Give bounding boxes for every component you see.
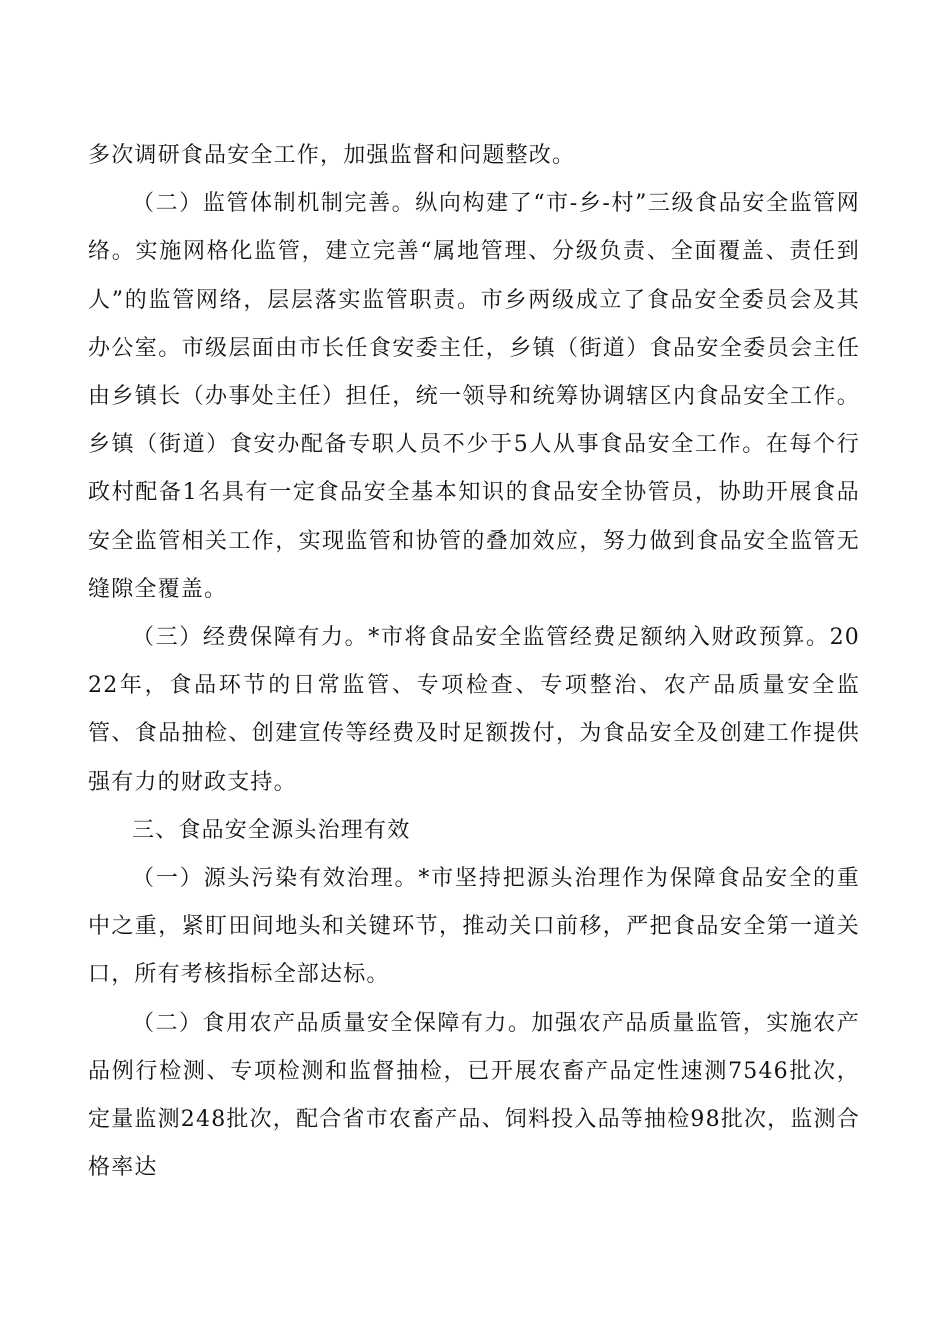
paragraph-continuation: 多次调研食品安全工作，加强监督和问题整改。 [88, 143, 576, 168]
paragraph-funding-guarantee: （三）经费保障有力。*市将食品安全监管经费足额纳入财政预算。2022年，食品环节的日常监管、专项检查、专项整治、农产品质量安全监管、食品抽检、创建宣传等经费及时足额拨付，为食品安全及创建工作提供强有力的财政支持。 [88, 625, 860, 795]
document-body [88, 132, 860, 1192]
section-heading-source-governance: 三、食品安全源头治理有效 [132, 817, 411, 843]
paragraph-pollution-control: （一）源头污染有效治理。*市坚持把源头治理作为保障食品安全的重中之重，紧盯田间地头和关键环节，推动关口前移，严把食品安全第一道关口，所有考核指标全部达标。 [88, 866, 860, 988]
paragraph-supervision-system: （二）监管体制机制完善。纵向构建了“市-乡-村”三级食品安全监管网络。实施网格化监管，建立完善“属地管理、分级负责、全面覆盖、责任到人”的监管网络，层层落实监管职责。市乡两级成立了食品安全委员会及其办公室。市级层面由市长任食安委主任，乡镇（街道）食品安全委员会主任由乡镇长（办事处主任）担任，统一领导和统筹协调辖区内食品安全工作。乡镇（街道）食安办配备专职人员不少于5人从事食品安全工作。在每个行政村配备1名具有一定食品安全基本知识的食品安全协管员，协助开展食品安全监管相关工作，实现监管和协管的叠加效应，努力做到食品安全监管无缝隙全覆盖。 [88, 191, 860, 602]
paragraph-agricultural-quality: （二）食用农产品质量安全保障有力。加强农产品质量监管，实施农产品例行检测、专项检测和监督抽检，已开展农畜产品定性速测7546批次，定量监测248批次，配合省市农畜产品、饲料投入品等抽检98批次，监测合格率达 [88, 1010, 860, 1181]
